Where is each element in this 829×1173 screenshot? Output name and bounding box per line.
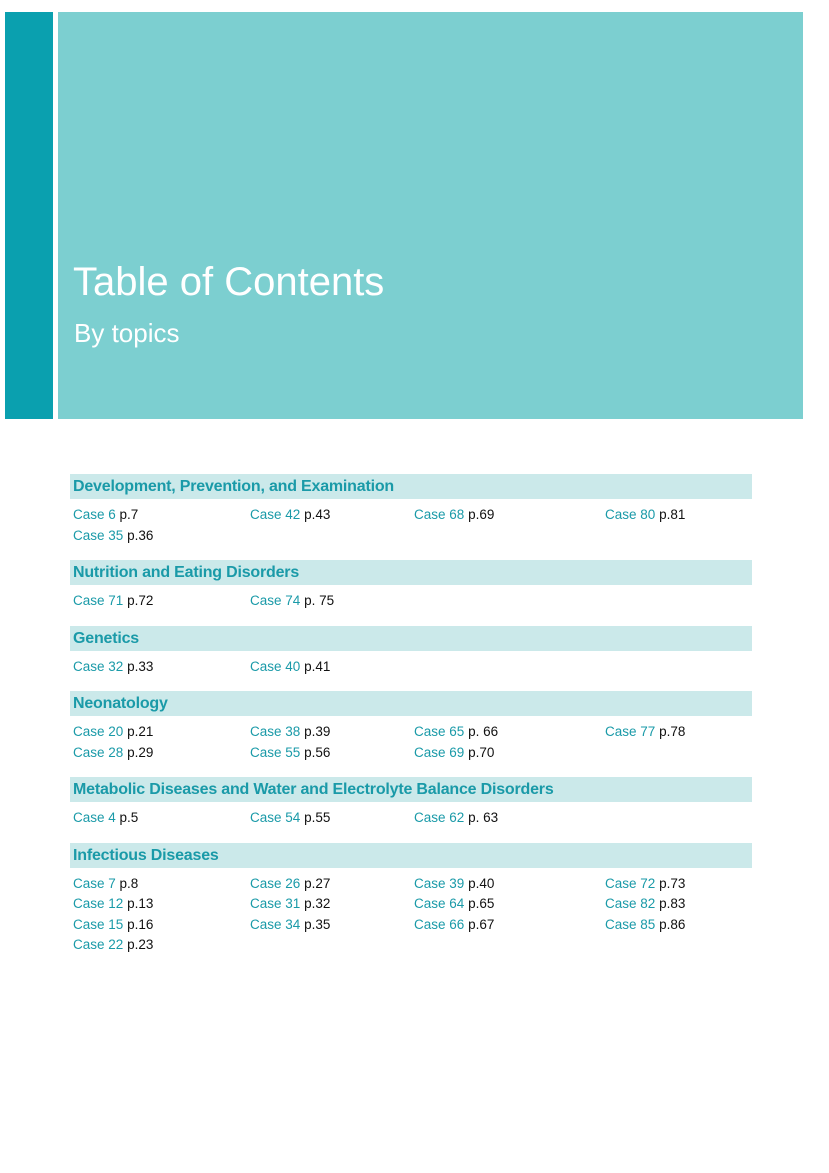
page-ref: p.83 [659, 896, 686, 911]
table-of-contents [70, 474, 752, 970]
case-label: Case 38 [250, 724, 301, 739]
case-entry[interactable] [73, 505, 250, 526]
case-label: Case 35 [73, 527, 124, 543]
case-entry[interactable] [73, 935, 250, 956]
page-ref: p.32 [304, 896, 331, 911]
case-entry[interactable] [605, 722, 755, 743]
case-label: Case 15 [73, 916, 124, 932]
case-entry[interactable] [414, 894, 605, 915]
page-ref: p.33 [127, 658, 154, 674]
toc-section [70, 626, 752, 678]
page-ref: p.67 [468, 916, 495, 932]
toc-section [70, 474, 752, 546]
toc-section [70, 560, 752, 612]
page-ref: p.21 [127, 724, 154, 739]
case-label: Case 65 [414, 724, 465, 739]
page-ref: p.69 [468, 507, 495, 522]
case-entry[interactable] [414, 722, 605, 743]
case-label: Case 74 [250, 593, 301, 608]
page-title: Table of Contents [73, 260, 385, 304]
page-ref: p.70 [468, 744, 495, 760]
case-label: Case 32 [73, 658, 124, 674]
case-entry[interactable] [73, 526, 250, 547]
page-ref: p.41 [304, 658, 331, 674]
case-entry[interactable] [250, 915, 414, 936]
page-ref: p.43 [304, 507, 331, 522]
case-label: Case 4 [73, 810, 116, 825]
page-ref: p. 66 [468, 724, 499, 739]
case-entry[interactable] [250, 894, 414, 915]
case-label: Case 20 [73, 724, 124, 739]
case-label: Case 55 [250, 744, 301, 760]
case-entry[interactable] [605, 505, 755, 526]
page-ref: p.16 [127, 916, 154, 932]
case-label: Case 85 [605, 916, 656, 932]
case-label: Case 68 [414, 507, 465, 522]
case-label: Case 22 [73, 937, 124, 952]
case-label: Case 26 [250, 875, 301, 891]
case-label: Case 82 [605, 896, 656, 911]
page-ref: p.55 [304, 810, 331, 825]
page-ref: p.35 [304, 916, 331, 932]
case-entry[interactable] [73, 874, 250, 895]
page-ref: p.65 [468, 896, 495, 911]
case-entry[interactable] [73, 894, 250, 915]
case-entry[interactable] [250, 657, 414, 678]
header-banner [58, 12, 803, 419]
page-ref: p.36 [127, 527, 154, 543]
case-label: Case 80 [605, 507, 656, 522]
page-ref: p.73 [659, 875, 686, 891]
case-label: Case 42 [250, 507, 301, 522]
case-entry[interactable] [73, 657, 250, 678]
case-entry[interactable] [414, 505, 605, 526]
page-ref: p. 75 [304, 593, 335, 608]
case-entry[interactable] [605, 915, 755, 936]
page-ref: p.72 [127, 593, 154, 608]
case-entry[interactable] [414, 874, 605, 895]
section-entries [70, 874, 752, 956]
case-entry[interactable] [605, 894, 755, 915]
case-entry[interactable] [73, 743, 250, 764]
side-accent-bar [5, 12, 53, 419]
case-label: Case 72 [605, 875, 656, 891]
case-entry[interactable] [250, 808, 414, 829]
case-entry[interactable] [250, 743, 414, 764]
case-label: Case 28 [73, 744, 124, 760]
case-label: Case 39 [414, 875, 465, 891]
case-entry[interactable] [73, 591, 250, 612]
case-label: Case 34 [250, 916, 301, 932]
section-entries [70, 808, 752, 829]
section-entries [70, 657, 752, 678]
section-header: Neonatology [70, 691, 752, 716]
section-entries [70, 591, 752, 612]
case-entry[interactable] [414, 915, 605, 936]
case-label: Case 12 [73, 896, 124, 911]
page-ref: p.27 [304, 875, 331, 891]
section-header: Infectious Diseases [70, 843, 752, 868]
case-entry[interactable] [414, 808, 605, 829]
case-label: Case 71 [73, 593, 124, 608]
case-entry[interactable] [414, 743, 605, 764]
case-label: Case 7 [73, 875, 116, 891]
case-entry[interactable] [250, 722, 414, 743]
toc-section [70, 777, 752, 829]
page-ref: p.40 [468, 875, 495, 891]
page-ref: p.56 [304, 744, 331, 760]
section-entries [70, 722, 752, 763]
page-ref: p.5 [119, 810, 139, 825]
case-label: Case 62 [414, 810, 465, 825]
case-label: Case 6 [73, 507, 116, 522]
page-ref: p.78 [659, 724, 686, 739]
case-entry[interactable] [73, 808, 250, 829]
page-ref: p.8 [119, 875, 139, 891]
section-entries [70, 505, 752, 546]
section-header: Development, Prevention, and Examination [70, 474, 752, 499]
page-subtitle: By topics [74, 318, 180, 348]
page-ref: p.39 [304, 724, 331, 739]
page-ref: p.29 [127, 744, 154, 760]
case-label: Case 40 [250, 658, 301, 674]
case-label: Case 54 [250, 810, 301, 825]
case-entry[interactable] [605, 874, 755, 895]
page-ref: p.7 [119, 507, 139, 522]
case-entry[interactable] [250, 591, 414, 612]
toc-section [70, 691, 752, 763]
page-ref: p.81 [659, 507, 686, 522]
page-ref: p.23 [127, 937, 154, 952]
case-label: Case 69 [414, 744, 465, 760]
section-header: Metabolic Diseases and Water and Electrolyte Balance Disorders [70, 777, 752, 802]
page-ref: p. 63 [468, 810, 499, 825]
page-ref: p.13 [127, 896, 154, 911]
case-label: Case 31 [250, 896, 301, 911]
case-entry[interactable] [73, 915, 250, 936]
page-ref: p.86 [659, 916, 686, 932]
toc-section [70, 843, 752, 956]
case-label: Case 77 [605, 724, 656, 739]
case-entry[interactable] [250, 874, 414, 895]
case-label: Case 66 [414, 916, 465, 932]
case-label: Case 64 [414, 896, 465, 911]
section-header: Genetics [70, 626, 752, 651]
section-header: Nutrition and Eating Disorders [70, 560, 752, 585]
case-entry[interactable] [73, 722, 250, 743]
case-entry[interactable] [250, 505, 414, 526]
